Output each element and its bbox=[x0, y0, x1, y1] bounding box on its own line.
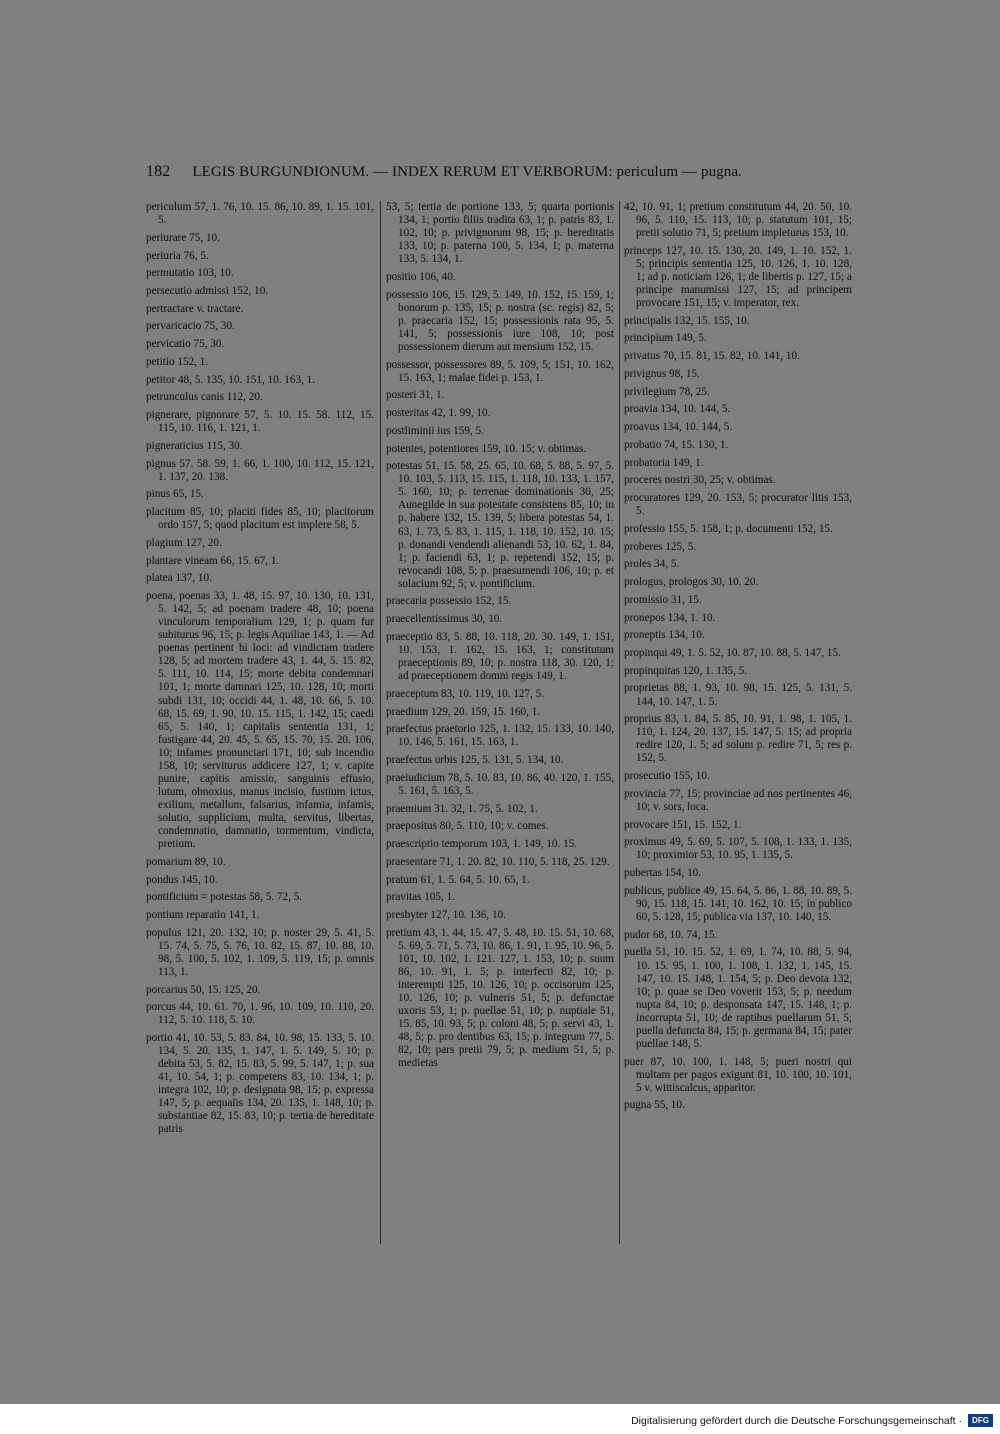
index-entry: pignus 57. 58. 59, 1. 66, 1. 100, 10. 112, 15. 121, 1. 137, 20. 138. bbox=[146, 457, 374, 483]
index-entry: possessor, possessores 89, 5. 109, 5; 151, 10. 162, 15. 163, 1; malae fidei p. 153, 1. bbox=[386, 358, 614, 384]
page-number: 182 bbox=[146, 163, 171, 180]
index-entry: professio 155, 5. 158, 1; p. documenti 152, 15. bbox=[624, 522, 833, 535]
column-divider bbox=[619, 201, 620, 1244]
index-entry: potentes, potentiores 159, 10. 15; v. obtimas. bbox=[386, 442, 587, 455]
index-entry: petrunculus canis 112, 20. bbox=[146, 391, 263, 404]
index-entry: puella 51, 10. 15. 52, 1. 69, 1. 74, 10. 88, 5. 94, 10. 15. 95, 1. 100, 1. 108, 1. 132, 1. 145, 15. 147, 10. 15. 148, 1. 154, 5; p. Deo devota 132, 10; p. quae se Deo voverit 153, 5; p. needum nupta 84, 10; p. desponsata 147, 15. 148, 1; p. incorrupta 51, 10; de raptibus puellarum 51, 5; puella defuncta 84, 15; p. germana 84, 15; pater puellae 148, 5. bbox=[624, 946, 852, 1050]
index-entry: plagium 127, 20. bbox=[146, 536, 222, 549]
index-entry: privatus 70, 15. 81, 15. 82, 10. 141, 10. bbox=[624, 350, 800, 363]
index-entry: praepositus 80, 5. 110, 10; v. comes. bbox=[386, 820, 549, 833]
index-entry: proavus 134, 10. 144, 5. bbox=[624, 421, 733, 434]
page-header bbox=[146, 163, 782, 181]
index-entry: positio 106, 40. bbox=[386, 270, 456, 283]
index-entry: petitio 152, 1. bbox=[146, 355, 209, 368]
index-entry: pomarium 89, 10. bbox=[146, 855, 226, 868]
index-entry: procuratores 129, 20. 153, 5; procurator litis 153, 5. bbox=[624, 492, 852, 518]
index-entry: periurare 75, 10. bbox=[146, 231, 220, 244]
index-entry: principalis 132, 15. 155, 10. bbox=[624, 314, 750, 327]
index-entry: platea 137, 10. bbox=[146, 572, 212, 585]
index-entry: probatoria 149, 1. bbox=[624, 456, 704, 469]
index-entry: provincia 77, 15; provinciae ad nos pertinentes 46, 10; v. sors, loca. bbox=[624, 787, 852, 813]
index-entry: periculum 57, 1. 76, 10. 15. 86, 10. 89, 1. 15. 101, 5. bbox=[146, 201, 374, 227]
index-entry: pertractare v. tractare. bbox=[146, 302, 244, 315]
index-column-1 bbox=[146, 201, 374, 1141]
index-entry: praeceptio 83, 5. 88, 10. 118, 20. 30. 149, 1. 151, 10. 153, 1. 162, 15. 163, 1; constitutum praeceptionis 89, 10; p. nostra 118, 30. 120, 1; ad praeceptionem domni regis 149, 1. bbox=[386, 630, 614, 683]
running-title: LEGIS BURGUNDIONUM. — INDEX RERUM ET VERBORUM: periculum — pugna. bbox=[192, 164, 742, 180]
index-entry: praescriptio temporum 103, 1. 149, 10. 15. bbox=[386, 838, 578, 851]
index-entry: probatio 74, 15. 130, 1. bbox=[624, 438, 729, 451]
index-entry: pronepos 134, 1. 10. bbox=[624, 611, 716, 624]
index-entry: pretium 43, 1. 44, 15. 47, 5. 48, 10. 15. 51, 10. 68, 5. 69, 5. 71, 5. 73, 10. 86, 1. 91, 1. 95, 10. 96, 5. 101, 10. 102, 1. 121. 127, 1. 153, 10; p. suum 86, 10. 91, 1. 5; p. interfecti 82, 10; p. interempti 125, 10. 126, 10; p. occisorum 125, 10. 126, 10; p. vulneris 51, 5; p. defunctae uxoris 53, 1; p. puellae 51, 10; p. nuptiale 51, 15. 85, 10. 93, 5; p. coloni 48, 5; p. servi 43, 1. 48, 5; p. pro dentibus 63, 15; p. integrum 77, 5. 82, 10; pars pretii 79, 5; p. medium 51, 5; p. medietas bbox=[386, 926, 614, 1070]
index-entry: populus 121, 20. 132, 10; p. noster 29, 5. 41, 5. 15. 74, 5. 75, 5. 76, 10. 82, 15. 87, 10. 88, 10. 98, 5. 100, 5. 102, 1. 109, 5. 119, 15; p. omnis 113, 1. bbox=[146, 926, 374, 978]
index-entry: pubertas 154, 10. bbox=[624, 867, 702, 880]
index-entry: poena, poenas 33, 1. 48, 15. 97, 10. 130, 10. 131, 5. 142, 5; ad poenam tradere 48, 10; poena vinculorum temporalium 129, 1; p. quam fur subiturus 96, 15; p. legis Aquiliae 143, 1. — Ad poenas pertinent hi loci: ad vindictam tradere 128, 5; ad mortem tradere 43, 1. 44, 5. 15. 82, 5. 111, 10. 114, 15; morte debita condemnari 101, 1; morte damnari 125, 10. 128, 10; morti subdi 131, 10; occidi 44, 1. 48, 10. 66, 5. 10. 68, 15. 69, 1. 90, 10. 15. 115, 1. 142, 15; caedi 65, 5. 140, 1; capitalis sententia 131, 1; fustigare 44, 20. 45, 5. 65, 15. 70, 15. 20. 106, 10; infames pronunciari 171, 10; sub incendio 158, 10; serviturus addicere 127, 1; v. capite punire, capitis amissio, sanguinis effusio, lutum, obnoxius, manus incisio, fustium ictus, exilium, metallum, falsarius, infamia, infamis, solutio, supplicium, multa, servitus, libertas, condemnatio, damnatio, tormentum, vindicta, pretium. bbox=[146, 590, 374, 851]
funding-notice: Digitalisierung gefördert durch die Deutsche Forschungsgemeinschaft · bbox=[631, 1415, 962, 1427]
index-entry: pigneraticius 115, 30. bbox=[146, 439, 243, 452]
index-entry: propinquitas 120, 1. 135, 5. bbox=[624, 664, 748, 677]
index-entry: proavia 134, 10. 144, 5. bbox=[624, 403, 731, 416]
index-entry: pignerare, pignorare 57, 5. 10. 15. 58. 112, 15. 115, 10. 116, 1. 121, 1. bbox=[146, 409, 374, 435]
index-entry: praemium 31. 32, 1. 75, 5. 102, 1. bbox=[386, 802, 538, 815]
index-entry: privignus 98, 15. bbox=[624, 367, 700, 380]
index-entry: provocare 151, 15. 152, 1. bbox=[624, 818, 742, 831]
index-entry: praedium 129, 20. 159, 15. 160, 1. bbox=[386, 705, 541, 718]
index-entry: prologus, prologos 30, 10. 20. bbox=[624, 576, 759, 589]
index-entry: proprius 83, 1. 84, 5. 85, 10. 91, 1. 98, 1. 105, 1. 110, 1. 124, 20. 137, 15. 147, 5. 15; ad propria redire 120, 1. 5; ad solum p. redire 71, 5; res p. 152, 5. bbox=[624, 713, 852, 765]
index-entry: posteritas 42, 1. 99, 10. bbox=[386, 407, 491, 420]
index-entry: praecaria possessio 152, 15. bbox=[386, 595, 512, 608]
index-entry: pervaricacio 75, 30. bbox=[146, 320, 235, 333]
index-entry: plantare vineam 66, 15. 67, 1. bbox=[146, 554, 280, 567]
index-entry: princeps 127, 10. 15. 130, 20. 149, 1. 10. 152, 1. 5; principis sententia 125, 10. 126, 1. 10. 128, 1; ad p. noticiam 126, 1; de libertis p. 127, 15; a principe manumissi 127, 15; ad principem provocare 151, 15; v. imperator, rex. bbox=[624, 244, 852, 310]
index-entry: pratum 61, 1. 5. 64, 5. 10. 65, 1. bbox=[386, 873, 530, 886]
index-entry: possessio 106, 15. 129, 5. 149, 10. 152, 15. 159, 1; bonorum p. 135, 15; p. nostra (sc. regis) 82, 5; p. praecaria 152, 15; possessionis rata 95, 5. 141, 5; possessionis iure 108, 10; post possessionem dierum aut mensium 152, 15. bbox=[386, 288, 614, 353]
index-entry: placitum 85, 10; placiti fides 85, 10; placitorum ordo 157, 5; quod placitum est implere 58, 5. bbox=[146, 506, 374, 532]
index-entry: pontificium = potestas 58, 5. 72, 5. bbox=[146, 891, 303, 904]
index-entry: potestas 51, 15. 58, 25. 65, 10. 68, 5. 88, 5. 97, 5. 10. 103, 5. 113, 15. 115, 1. 118, 10. 133, 1. 157, 5. 160, 10; p. terrenae dominationis 30, 25; Aunegilde in sua potestate consistens 85, 10; in p. habere 132, 15. 139, 5; libera potestas 54, 1. 63, 1. 73, 5. 83, 1. 115, 1. 118, 10. 152, 10. 15; p. donandi vendendi alienandi 53, 10. 62, 1. 84, 1; p. faciendi 63, 1; p. repetendi 152, 15; p. revocandi 108, 5; p. praesumendi 106, 10; p. et solacium 92, 5; v. pontificium. bbox=[386, 460, 614, 590]
index-entry: pudor 68, 10. 74, 15. bbox=[624, 928, 718, 941]
index-entry: periuria 76, 5. bbox=[146, 249, 209, 262]
index-entry: promissio 31, 15. bbox=[624, 593, 702, 606]
index-entry: proprietas 88, 1. 93, 10. 98, 15. 125, 5. 131, 5. 144, 10. 147, 1. 5. bbox=[624, 682, 852, 708]
index-entry: presbyter 127, 10. 136, 10. bbox=[386, 908, 506, 921]
index-entry: 42, 10. 91, 1; pretium constitutum 44, 20. 50, 10. 96, 5. 110, 15. 113, 10; p. statutum 101, 15; pretii solutio 71, 5; pretium impleturus 153, 10. bbox=[624, 201, 852, 240]
index-entry: principium 149, 5. bbox=[624, 332, 707, 345]
footer-bar bbox=[0, 1404, 1000, 1434]
index-entry: portio 41, 10. 53, 5. 83. 84, 10. 98, 15. 133, 5. 10. 134, 5. 20. 135, 1. 147, 1. 5. 149, 5. 10; p. debita 53, 5. 82, 15. 83, 5. 99, 5. 147, 1; p. sua 41, 10. 54, 1; p. competens 83, 10. 134, 1; p. integra 102, 10; p. designata 98, 15; p. expressa 147, 5; p. aequalis 134, 20. 135, 1. 148, 10; p. substantiae 82, 15. 83, 10; p. tertia de hereditate patris bbox=[146, 1032, 374, 1136]
index-entry: proximus 49, 5. 69, 5. 107, 5. 108, 1. 133, 1. 135, 10; proximior 53, 10. 95, 1. 135, 5. bbox=[624, 836, 852, 862]
index-entry: praesentare 71, 1. 20. 82, 10. 110, 5. 118, 25. 129. bbox=[386, 855, 610, 868]
index-entry: puer 87, 10. 100, 1. 148, 5; pueri nostri qui multam per pagos exigunt 81, 10. 100, 10. 101, 5 v. wittiscalcus, apparitor. bbox=[624, 1055, 852, 1094]
index-entry: postliminii ius 159, 5. bbox=[386, 424, 484, 437]
index-entry: praefectus praetorio 125, 1. 132, 15. 133, 10. 140, 10. 146, 5. 161, 15. 163, 1. bbox=[386, 723, 614, 749]
index-entry: praefectus urbis 125, 5. 131, 5. 134, 10. bbox=[386, 754, 564, 767]
index-entry: pontium reparatio 141, 1. bbox=[146, 908, 260, 921]
index-entry: posteri 31, 1. bbox=[386, 389, 445, 402]
index-entry: praeceptum 83, 10. 119, 10. 127, 5. bbox=[386, 687, 545, 700]
index-entry: pondus 145, 10. bbox=[146, 873, 218, 886]
index-entry: porcarius 50, 15. 125, 20. bbox=[146, 983, 261, 996]
index-entry: pinus 65, 15. bbox=[146, 488, 204, 501]
index-column-2 bbox=[386, 201, 614, 1075]
column-divider bbox=[380, 201, 381, 1244]
index-entry: permutatio 103, 10. bbox=[146, 267, 234, 280]
index-entry: praeiudicium 78, 5. 10. 83, 10. 86, 40. 120, 1. 155, 5. 161, 5. 163, 5. bbox=[386, 771, 614, 797]
index-entry: pugna 55, 10. bbox=[624, 1099, 685, 1112]
index-entry: proneptis 134, 10. bbox=[624, 629, 705, 642]
index-entry: persecutio admissi 152, 10. bbox=[146, 284, 269, 297]
index-entry: pravitas 105, 1. bbox=[386, 891, 455, 904]
index-entry: petitor 48, 5. 135, 10. 151, 10. 163, 1. bbox=[146, 373, 316, 386]
index-entry: privilegium 78, 25. bbox=[624, 385, 710, 398]
index-entry: pervicatio 75, 30. bbox=[146, 338, 225, 351]
index-entry: propinqui 49, 1. 5. 52, 10. 87, 10. 88, 5. 147, 15. bbox=[624, 647, 841, 660]
index-entry: praecellentissimus 30, 10. bbox=[386, 613, 503, 626]
index-entry: proles 34, 5. bbox=[624, 558, 680, 571]
index-entry: prosecutio 155, 10. bbox=[624, 770, 710, 783]
index-column-3 bbox=[624, 201, 852, 1117]
index-entry: proberes 125, 5. bbox=[624, 540, 697, 553]
index-entry: publicus, publice 49, 15. 64, 5. 86, 1. 88, 10. 89, 5. 90, 15. 118, 15. 141, 10. 162, 10. 15; in publico 60, 5. 128, 15; publica via 137, 10. 140, 15. bbox=[624, 884, 852, 923]
index-entry: 53, 5; tertia de portione 133, 5; quarta portionis 134, 1; portio filiis tradita 63, 1; p. patris 83, 1. 102, 10; p. privignorum 98, 15; p. hereditatis 133, 10; p. paterna 100, 5. 134, 1; p. materna 133, 5. 134, 1. bbox=[386, 201, 614, 266]
index-entry: proceres nostri 30, 25; v. obtimas. bbox=[624, 474, 776, 487]
index-entry: porcus 44, 10. 61. 70, 1. 96, 10. 109, 10. 110, 20. 112, 5. 10. 118, 5. 10. bbox=[146, 1001, 374, 1027]
dfg-logo-icon: DFG bbox=[968, 1414, 993, 1427]
